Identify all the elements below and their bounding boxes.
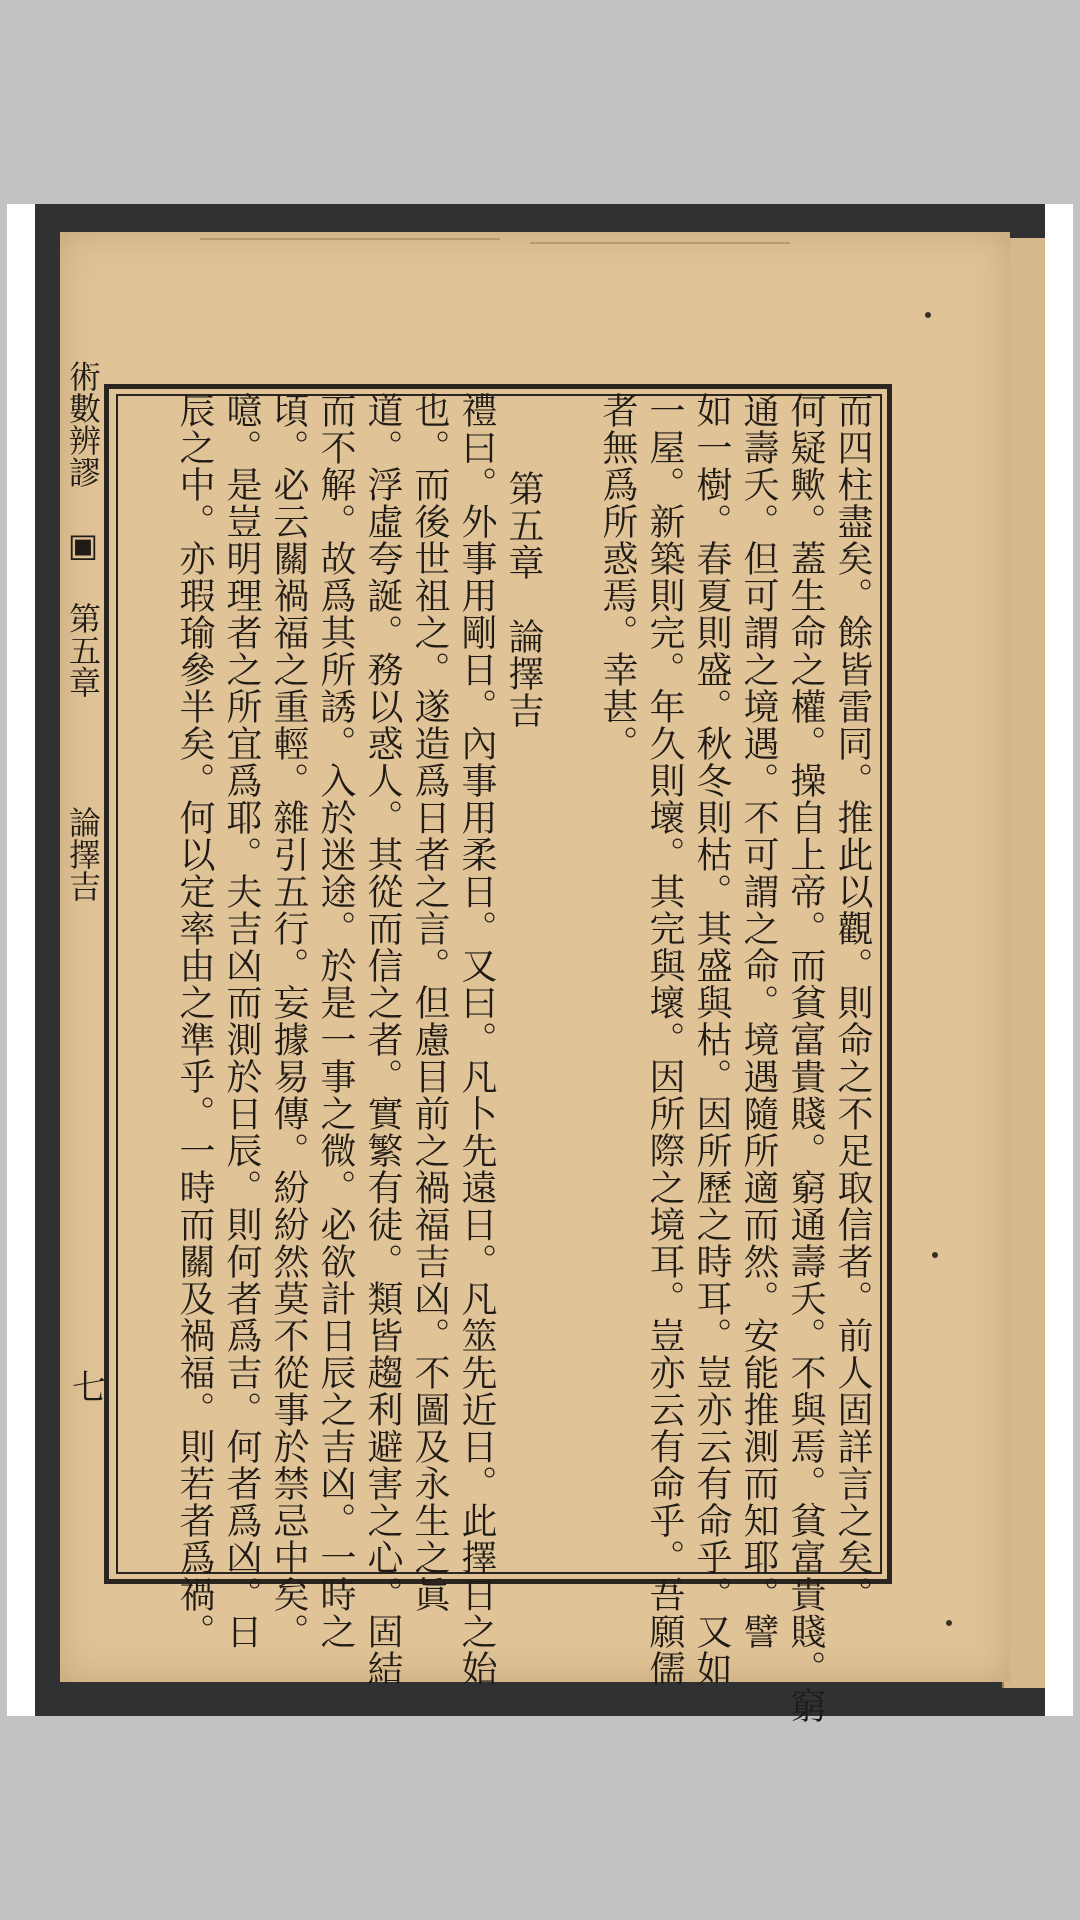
text-column-6: 者無爲所惑焉。幸甚。 <box>597 392 638 762</box>
paper-crack <box>530 242 790 244</box>
title-marker: ▣ <box>64 526 102 564</box>
text-column-11: 道。浮虛夸誕。務以惑人。其從而信之者。實繁有徒。類皆趨利避害之心。固結 <box>362 392 403 1687</box>
margin-header <box>64 360 102 902</box>
text-column-12: 而不解。故爲其所誘。入於迷途。於是一事之微。必欲計日辰之吉凶。一時之 <box>315 392 356 1650</box>
margin-chapter: 第五章 <box>64 602 102 698</box>
text-column-10: 也。而後世祖之。遂造爲日者之言。但慮目前之禍福吉凶。不圖及永生之眞 <box>409 392 450 1613</box>
text-column-2: 何疑歟。蓋生命之權。操自上帝。而貧富貴賤。窮通壽夭。不與焉。貧富貴賤。窮 <box>785 392 826 1724</box>
text-column-13: 頃。必云關禍福之重輕。雜引五行。妄據易傳。紛紛然莫不從事於禁忌中矣。 <box>268 392 309 1650</box>
page-number: 七 <box>72 1368 106 1408</box>
text-column-4: 如一樹。春夏則盛。秋冬則枯。其盛與枯。因所歷之時耳。豈亦云有命乎。又如 <box>691 392 732 1687</box>
text-column-5: 一屋。新築則完。年久則壞。其完與壞。因所際之境耳。豈亦云有命乎。吾願儒 <box>644 392 685 1687</box>
text-column-9: 禮曰。外事用剛日。內事用柔日。又曰。凡卜先遠日。凡筮先近日。此擇日之始 <box>456 392 497 1687</box>
paper-speck <box>925 312 931 318</box>
paper-speck <box>946 1620 952 1626</box>
margin-gap <box>64 736 102 768</box>
text-column-1: 而四柱盡矣。餘皆雷同。推此以觀。則命之不足取信者。前人固詳言之矣。 <box>832 392 873 1613</box>
book-title: 術數辨謬 <box>64 360 102 488</box>
text-column-14: 噫。是豈明理者之所宜爲耶。夫吉凶而測於日辰。則何者爲吉。何者爲凶。日 <box>221 392 262 1650</box>
margin-section: 論擇吉 <box>64 806 102 902</box>
text-column-3: 通壽夭。但可謂之境遇。不可謂之命。境遇隨所適而然。安能推測而知耶。譬 <box>738 392 779 1650</box>
text-column-15: 辰之中。亦瑕瑜參半矣。何以定率由之準乎。一時而關及禍福。則若者爲禍。 <box>174 392 215 1650</box>
chapter-heading: 第五章 論擇吉 <box>503 470 544 729</box>
paper-crack <box>200 238 500 240</box>
paper-speck <box>932 1252 938 1258</box>
